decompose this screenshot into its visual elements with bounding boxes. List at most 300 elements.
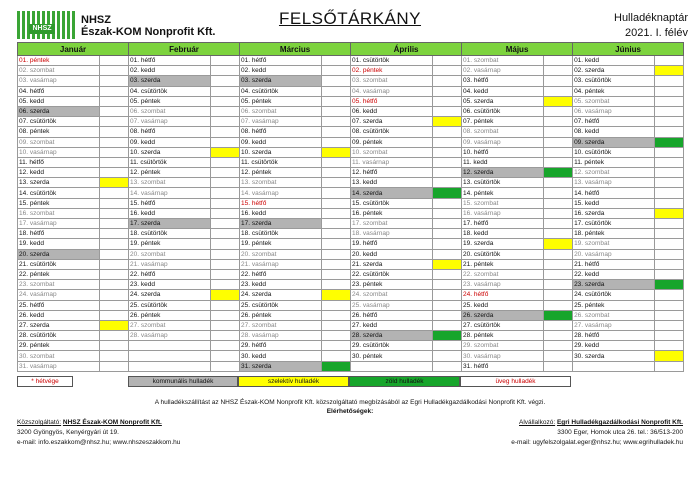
day-cell: 03. vasárnap — [18, 76, 100, 86]
day-cell: 23. szerda — [573, 280, 655, 290]
subcontractor-info — [511, 418, 683, 448]
day-mark — [322, 86, 351, 96]
day-cell: 03. szombat — [351, 76, 433, 86]
day-cell: 21. hétfő — [573, 259, 655, 269]
day-mark — [100, 310, 129, 320]
day-mark — [322, 96, 351, 106]
day-cell: 13. csütörtök — [462, 178, 544, 188]
day-mark — [433, 157, 462, 167]
day-cell: 27. szerda — [18, 320, 100, 330]
day-cell: 26. szombat — [573, 310, 655, 320]
day-cell: 18. hétfő — [18, 229, 100, 239]
day-cell: 16. szerda — [573, 208, 655, 218]
logo-text-full: Észak-KOM Nonprofit Kft. — [81, 26, 216, 38]
day-mark — [655, 361, 684, 371]
day-cell: 30. szerda — [573, 351, 655, 361]
day-mark — [544, 239, 573, 249]
day-mark — [544, 300, 573, 310]
calendar-row — [18, 66, 684, 76]
day-mark — [433, 331, 462, 341]
day-mark — [100, 86, 129, 96]
day-cell: 03. szerda — [240, 76, 322, 86]
day-mark — [433, 127, 462, 137]
day-mark — [322, 168, 351, 178]
day-cell: 12. péntek — [129, 168, 211, 178]
day-mark — [322, 249, 351, 259]
provider-label: Közszolgáltató: — [17, 419, 62, 426]
day-mark — [655, 117, 684, 127]
day-mark — [322, 76, 351, 86]
day-mark — [655, 208, 684, 218]
day-cell: 31. hétfő — [462, 361, 544, 371]
day-cell: 01. kedd — [573, 56, 655, 66]
day-cell: 04. péntek — [573, 86, 655, 96]
day-cell: 19. péntek — [129, 239, 211, 249]
day-cell: 29. péntek — [18, 341, 100, 351]
day-cell: 12. hétfő — [351, 168, 433, 178]
calendar-row — [18, 269, 684, 279]
day-mark — [211, 96, 240, 106]
day-mark — [433, 56, 462, 66]
day-cell: 02. kedd — [240, 66, 322, 76]
day-mark — [655, 106, 684, 116]
day-mark — [655, 127, 684, 137]
day-mark — [544, 249, 573, 259]
day-cell: 13. szombat — [129, 178, 211, 188]
day-cell: 06. kedd — [351, 106, 433, 116]
day-cell: 16. kedd — [129, 208, 211, 218]
day-mark — [544, 331, 573, 341]
day-cell — [573, 361, 655, 371]
day-mark — [211, 76, 240, 86]
day-mark — [322, 178, 351, 188]
day-cell: 06. szerda — [18, 106, 100, 116]
day-cell: 26. kedd — [18, 310, 100, 320]
day-cell: 09. kedd — [129, 137, 211, 147]
day-cell: 11. kedd — [462, 157, 544, 167]
calendar-row — [18, 76, 684, 86]
day-mark — [433, 310, 462, 320]
day-mark — [433, 117, 462, 127]
calendar-row — [18, 351, 684, 361]
calendar-row — [18, 86, 684, 96]
day-cell: 16. péntek — [351, 208, 433, 218]
day-cell: 14. vasárnap — [240, 188, 322, 198]
day-cell: 11. csütörtök — [129, 157, 211, 167]
day-mark — [322, 259, 351, 269]
day-mark — [544, 259, 573, 269]
day-cell: 12. péntek — [240, 168, 322, 178]
day-cell: 28. vasárnap — [240, 331, 322, 341]
day-mark — [433, 351, 462, 361]
calendar-row — [18, 137, 684, 147]
day-cell: 22. hétfő — [129, 269, 211, 279]
subcontractor-label: Alvállalkozó: — [519, 419, 556, 426]
day-cell: 01. szombat — [462, 56, 544, 66]
day-mark — [100, 198, 129, 208]
day-cell: 28. péntek — [462, 331, 544, 341]
day-cell: 13. kedd — [351, 178, 433, 188]
day-cell: 13. szerda — [18, 178, 100, 188]
day-mark — [544, 269, 573, 279]
day-cell: 26. péntek — [240, 310, 322, 320]
day-cell: 10. szerda — [240, 147, 322, 157]
day-cell: 04. csütörtök — [129, 86, 211, 96]
day-mark — [544, 127, 573, 137]
day-cell: 17. szerda — [129, 219, 211, 229]
day-mark — [322, 239, 351, 249]
day-cell: 09. péntek — [351, 137, 433, 147]
day-cell: 13. szombat — [240, 178, 322, 188]
day-cell: 17. hétfő — [462, 219, 544, 229]
day-cell: 12. kedd — [18, 168, 100, 178]
day-mark — [433, 86, 462, 96]
calendar-row — [18, 310, 684, 320]
day-cell: 14. szerda — [351, 188, 433, 198]
day-cell: 02. vasárnap — [462, 66, 544, 76]
day-cell: 10. csütörtök — [573, 147, 655, 157]
day-mark — [211, 56, 240, 66]
day-cell: 08. hétfő — [129, 127, 211, 137]
month-header: Június — [573, 43, 684, 56]
provider-address: 3200 Gyöngyös, Kenyérgyári út 19. — [17, 429, 119, 436]
day-cell: 17. szerda — [240, 219, 322, 229]
day-cell: 29. csütörtök — [351, 341, 433, 351]
day-mark — [655, 168, 684, 178]
calendar-row — [18, 239, 684, 249]
day-mark — [100, 239, 129, 249]
day-cell: 24. vasárnap — [18, 290, 100, 300]
calendar-row — [18, 300, 684, 310]
day-cell: 31. szerda — [240, 361, 322, 371]
day-mark — [211, 147, 240, 157]
day-cell: 01. péntek — [18, 56, 100, 66]
day-mark — [322, 198, 351, 208]
legend-green: zöld hulladék — [349, 376, 460, 387]
day-cell: 20. szerda — [18, 249, 100, 259]
day-cell: 16. kedd — [240, 208, 322, 218]
day-mark — [211, 290, 240, 300]
day-mark — [655, 76, 684, 86]
day-mark — [100, 147, 129, 157]
day-mark — [544, 106, 573, 116]
day-cell: 18. vasárnap — [351, 229, 433, 239]
day-cell: 27. kedd — [351, 320, 433, 330]
day-mark — [211, 198, 240, 208]
day-mark — [433, 259, 462, 269]
day-mark — [655, 137, 684, 147]
day-mark — [322, 208, 351, 218]
day-cell: 07. csütörtök — [18, 117, 100, 127]
day-cell: 30. vasárnap — [462, 351, 544, 361]
day-mark — [322, 331, 351, 341]
day-mark — [100, 280, 129, 290]
day-mark — [655, 188, 684, 198]
day-cell: 22. csütörtök — [351, 269, 433, 279]
day-mark — [100, 341, 129, 351]
day-mark — [211, 239, 240, 249]
day-cell: 19. hétfő — [351, 239, 433, 249]
subcontractor-address: 3300 Eger, Homok utca 26. tel.: 36/513-200 — [557, 429, 683, 436]
day-mark — [433, 219, 462, 229]
day-mark — [433, 137, 462, 147]
day-cell: 20. szombat — [129, 249, 211, 259]
day-cell: 10. vasárnap — [18, 147, 100, 157]
page-title: FELSŐTÁRKÁNY — [278, 9, 422, 28]
month-header: Május — [462, 43, 573, 56]
day-mark — [322, 147, 351, 157]
day-mark — [433, 229, 462, 239]
calendar-row — [18, 341, 684, 351]
day-cell: 27. vasárnap — [573, 320, 655, 330]
day-cell: 25. hétfő — [18, 300, 100, 310]
day-mark — [433, 320, 462, 330]
calendar-row — [18, 96, 684, 106]
day-mark — [100, 106, 129, 116]
day-cell: 10. szerda — [129, 147, 211, 157]
day-cell: 25. csütörtök — [240, 300, 322, 310]
day-mark — [655, 320, 684, 330]
day-cell: 20. csütörtök — [462, 249, 544, 259]
day-cell: 12. szombat — [573, 168, 655, 178]
day-mark — [100, 219, 129, 229]
day-cell: 28. csütörtök — [18, 331, 100, 341]
day-mark — [544, 137, 573, 147]
day-mark — [544, 280, 573, 290]
day-mark — [322, 219, 351, 229]
calendar-row — [18, 127, 684, 137]
day-cell: 28. szerda — [351, 331, 433, 341]
day-cell: 23. kedd — [129, 280, 211, 290]
day-mark — [322, 229, 351, 239]
day-cell: 20. kedd — [351, 249, 433, 259]
day-cell: 11. vasárnap — [351, 157, 433, 167]
day-cell: 15. kedd — [573, 198, 655, 208]
day-mark — [544, 147, 573, 157]
day-cell: 23. péntek — [351, 280, 433, 290]
legend-communal: kommunális hulladék — [128, 376, 238, 387]
day-cell: 30. kedd — [240, 351, 322, 361]
calendar-row — [18, 361, 684, 371]
calendar-row — [18, 259, 684, 269]
day-cell: 20. szombat — [240, 249, 322, 259]
day-cell: 08. csütörtök — [351, 127, 433, 137]
day-mark — [544, 310, 573, 320]
day-cell: 29. hétfő — [240, 341, 322, 351]
legend — [17, 376, 683, 388]
company-logo — [17, 11, 216, 39]
day-cell: 04. hétfő — [18, 86, 100, 96]
subcontractor-name: Egri Hulladékgazdálkodási Nonprofit Kft. — [556, 419, 683, 426]
day-cell: 16. vasárnap — [462, 208, 544, 218]
day-mark — [211, 259, 240, 269]
day-cell: 03. szerda — [129, 76, 211, 86]
day-mark — [433, 188, 462, 198]
day-cell: 21. vasárnap — [129, 259, 211, 269]
day-mark — [433, 106, 462, 116]
day-mark — [100, 259, 129, 269]
day-mark — [100, 290, 129, 300]
day-cell: 15. hétfő — [129, 198, 211, 208]
day-mark — [544, 208, 573, 218]
day-mark — [544, 178, 573, 188]
day-mark — [655, 239, 684, 249]
day-mark — [100, 76, 129, 86]
day-cell — [351, 361, 433, 371]
day-cell: 09. kedd — [240, 137, 322, 147]
day-cell: 06. vasárnap — [573, 106, 655, 116]
day-mark — [544, 219, 573, 229]
day-mark — [544, 117, 573, 127]
legend-weekend: * hétvége — [17, 376, 73, 387]
day-cell: 02. péntek — [351, 66, 433, 76]
day-mark — [211, 137, 240, 147]
legend-glass: üveg hulladék — [460, 376, 571, 387]
day-cell: 18. péntek — [573, 229, 655, 239]
day-cell: 16. szombat — [18, 208, 100, 218]
day-mark — [433, 361, 462, 371]
day-mark — [211, 106, 240, 116]
day-cell: 01. hétfő — [129, 56, 211, 66]
day-cell: 09. vasárnap — [462, 137, 544, 147]
day-cell: 19. szombat — [573, 239, 655, 249]
day-cell: 15. hétfő — [240, 198, 322, 208]
day-mark — [544, 320, 573, 330]
day-cell: 07. szerda — [351, 117, 433, 127]
day-cell — [129, 351, 211, 361]
day-cell: 15. péntek — [18, 198, 100, 208]
day-cell: 11. csütörtök — [240, 157, 322, 167]
day-mark — [433, 341, 462, 351]
legend-selective: szelektív hulladék — [238, 376, 349, 387]
day-mark — [100, 269, 129, 279]
day-mark — [433, 239, 462, 249]
day-mark — [322, 127, 351, 137]
day-cell: 10. szombat — [351, 147, 433, 157]
day-mark — [100, 157, 129, 167]
day-cell: 09. szombat — [18, 137, 100, 147]
day-cell: 30. szombat — [18, 351, 100, 361]
day-mark — [655, 229, 684, 239]
day-cell: 24. csütörtök — [573, 290, 655, 300]
day-cell: 14. hétfő — [573, 188, 655, 198]
day-cell: 29. kedd — [573, 341, 655, 351]
provider-name: NHSZ Észak-KOM Nonprofit Kft. — [62, 419, 162, 426]
day-cell: 22. szombat — [462, 269, 544, 279]
provider-info — [17, 418, 180, 448]
collection-calendar — [17, 42, 684, 372]
day-cell: 01. hétfő — [240, 56, 322, 66]
day-mark — [100, 96, 129, 106]
day-mark — [655, 219, 684, 229]
day-mark — [322, 290, 351, 300]
day-mark — [433, 147, 462, 157]
day-mark — [211, 66, 240, 76]
day-mark — [100, 66, 129, 76]
day-cell: 15. szombat — [462, 198, 544, 208]
day-mark — [433, 208, 462, 218]
day-mark — [655, 157, 684, 167]
day-mark — [100, 229, 129, 239]
day-mark — [211, 331, 240, 341]
day-cell: 15. csütörtök — [351, 198, 433, 208]
day-cell: 24. szerda — [129, 290, 211, 300]
service-note: A hulladékszállítást az NHSZ Észak-KOM Nonprofit Kft. közszolgáltató megbízásából az Egri Hulladékgazdálkodási Nonprofit Kft. végzi. — [154, 399, 546, 406]
calendar-row — [18, 198, 684, 208]
day-mark — [100, 361, 129, 371]
day-cell: 26. péntek — [129, 310, 211, 320]
calendar-row — [18, 168, 684, 178]
day-mark — [544, 66, 573, 76]
day-cell: 18. kedd — [462, 229, 544, 239]
day-cell: 06. szombat — [129, 106, 211, 116]
day-cell: 28. vasárnap — [129, 331, 211, 341]
day-cell: 28. hétfő — [573, 331, 655, 341]
day-cell — [129, 361, 211, 371]
day-mark — [655, 249, 684, 259]
day-mark — [433, 300, 462, 310]
month-header: Március — [240, 43, 351, 56]
day-mark — [544, 188, 573, 198]
day-mark — [100, 208, 129, 218]
day-mark — [655, 300, 684, 310]
day-mark — [655, 310, 684, 320]
day-mark — [211, 351, 240, 361]
logo-badge: NHSZ — [29, 24, 55, 34]
day-cell: 14. vasárnap — [129, 188, 211, 198]
day-cell: 12. szerda — [462, 168, 544, 178]
day-mark — [100, 188, 129, 198]
day-cell: 19. péntek — [240, 239, 322, 249]
day-cell: 05. péntek — [129, 96, 211, 106]
day-mark — [211, 178, 240, 188]
day-cell: 02. szombat — [18, 66, 100, 76]
calendar-row — [18, 208, 684, 218]
day-mark — [322, 351, 351, 361]
day-cell: 09. szerda — [573, 137, 655, 147]
provider-contact: e-mail: info.eszakkom@nhsz.hu; www.nhszeszakkom.hu — [17, 439, 181, 446]
day-cell: 21. vasárnap — [240, 259, 322, 269]
month-header: Február — [129, 43, 240, 56]
day-mark — [211, 341, 240, 351]
day-mark — [433, 198, 462, 208]
day-mark — [655, 86, 684, 96]
calendar-row — [18, 188, 684, 198]
day-cell: 03. csütörtök — [573, 76, 655, 86]
day-mark — [544, 361, 573, 371]
day-cell: 10. hétfő — [462, 147, 544, 157]
day-mark — [433, 249, 462, 259]
day-mark — [211, 269, 240, 279]
calendar-row — [18, 249, 684, 259]
day-cell: 17. csütörtök — [573, 219, 655, 229]
day-mark — [655, 178, 684, 188]
day-cell: 08. szombat — [462, 127, 544, 137]
day-mark — [433, 280, 462, 290]
day-mark — [100, 56, 129, 66]
day-cell: 04. kedd — [462, 86, 544, 96]
calendar-row — [18, 320, 684, 330]
day-cell: 11. hétfő — [18, 157, 100, 167]
day-cell: 05. szombat — [573, 96, 655, 106]
day-mark — [211, 86, 240, 96]
day-mark — [100, 117, 129, 127]
day-cell: 07. péntek — [462, 117, 544, 127]
day-mark — [100, 127, 129, 137]
calendar-row — [18, 178, 684, 188]
day-mark — [655, 341, 684, 351]
logo-text-short: NHSZ — [81, 14, 111, 26]
